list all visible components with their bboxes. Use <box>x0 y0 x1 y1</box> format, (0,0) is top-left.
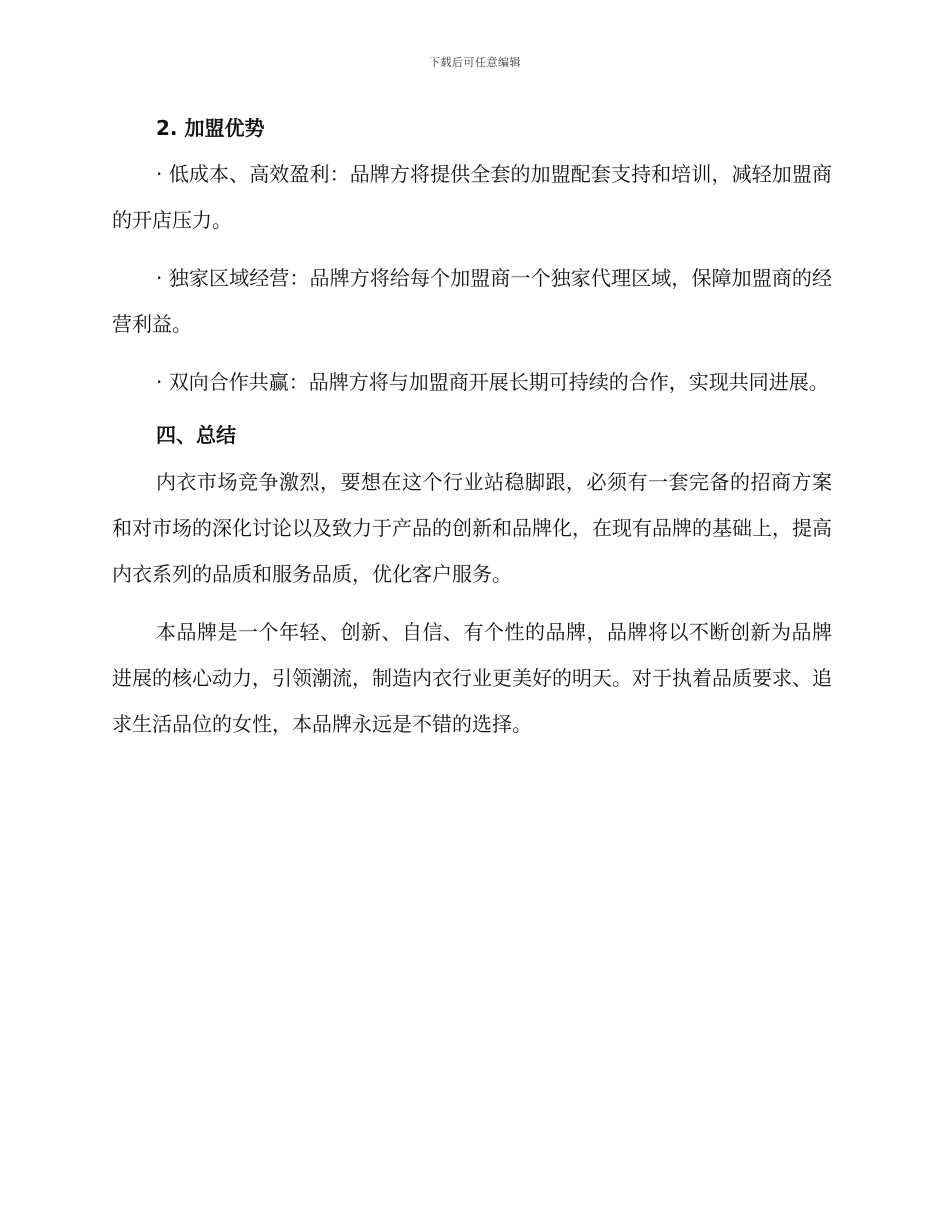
paragraph-gap <box>112 347 832 359</box>
paragraph-gap <box>112 597 832 609</box>
section-heading-advantages: 2. 加盟优势 <box>156 116 265 140</box>
section-heading-summary: 四、总结 <box>156 423 236 447</box>
document-body <box>112 112 832 747</box>
advantage-item-win-win: · 双向合作共赢：品牌方将与加盟商开展长期可持续的合作，实现共同进展。 <box>156 370 829 394</box>
advantage-item-exclusive-region: · 独家区域经营：品牌方将给每个加盟商一个独家代理区域，保障加盟商的经营利益。 <box>112 266 832 336</box>
summary-paragraph-market: 内衣市场竞争激烈，要想在这个行业站稳脚跟，必须有一套完备的招商方案和对市场的深化讨论以及致力于产品的创新和品牌化，在现有品牌的基础上，提高内衣系列的品质和服务品质，优化客户服务。 <box>112 470 832 586</box>
advantage-item-low-cost: · 低成本、高效盈利：品牌方将提供全套的加盟配套支持和培训，减轻加盟商的开店压力。 <box>112 162 832 232</box>
summary-paragraph-brand: 本品牌是一个年轻、创新、自信、有个性的品牌，品牌将以不断创新为品牌进展的核心动力，引领潮流，制造内衣行业更美好的明天。对于执着品质要求、追求生活品位的女性，本品牌永远是不错的选择。 <box>112 620 832 736</box>
paragraph-gap <box>112 243 832 255</box>
page-header-note: 下载后可任意编辑 <box>429 56 521 69</box>
